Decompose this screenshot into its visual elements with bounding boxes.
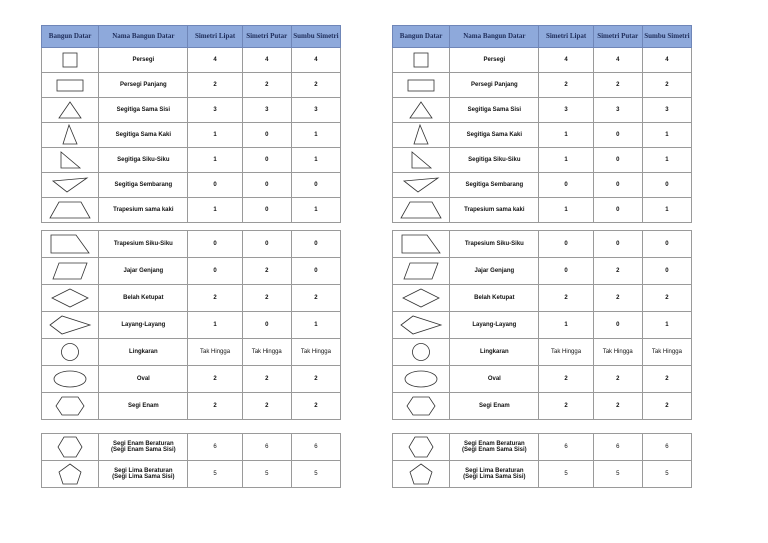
- sumbu-value: 0: [291, 231, 340, 258]
- shape-name: [99, 461, 188, 488]
- lipat-value: 0: [188, 258, 242, 285]
- shape-name: Persegi Panjang: [99, 73, 188, 98]
- header-putar: Simetri Putar: [593, 26, 642, 48]
- putar-value: 2: [242, 285, 291, 312]
- header-sumbu: Sumbu Simetri: [291, 26, 340, 48]
- rhombus-icon: [42, 285, 99, 312]
- shape-name: [99, 434, 188, 461]
- shape-name: [450, 461, 539, 488]
- regular-hexagon-icon: [393, 434, 450, 461]
- sumbu-value: 1: [642, 123, 691, 148]
- table-row: [393, 339, 692, 366]
- sumbu-value: 3: [642, 98, 691, 123]
- sumbu-value: 2: [291, 393, 340, 420]
- sumbu-value: 5: [642, 461, 691, 488]
- header-nama: Nama Bangun Datar: [450, 26, 539, 48]
- table-row: [42, 393, 341, 420]
- table-header-row: [42, 26, 341, 48]
- parallelogram-icon: [42, 258, 99, 285]
- lipat-value: 1: [539, 123, 593, 148]
- putar-value: 0: [242, 173, 291, 198]
- shape-name-line2: (Segi Lima Sama Sisi): [463, 474, 526, 480]
- sumbu-value: 2: [642, 393, 691, 420]
- table-row: [393, 461, 692, 488]
- sumbu-value: 2: [642, 366, 691, 393]
- scalene-triangle-icon: [393, 173, 450, 198]
- lipat-value: 5: [539, 461, 593, 488]
- isosceles-triangle-icon: [393, 123, 450, 148]
- shape-name: Oval: [99, 366, 188, 393]
- lipat-value: 1: [539, 148, 593, 173]
- right-triangle-icon: [42, 148, 99, 173]
- symmetry-table-left-part-2: [41, 230, 341, 420]
- table-header-row: [393, 26, 692, 48]
- shape-name: Segitiga Sama Sisi: [99, 98, 188, 123]
- table-row: [393, 73, 692, 98]
- putar-value: 0: [242, 198, 291, 223]
- symmetry-table-right-part-3: [392, 433, 692, 488]
- shape-name: Layang-Layang: [450, 312, 539, 339]
- table-row: [393, 123, 692, 148]
- table-row: [42, 173, 341, 198]
- table-row: [42, 366, 341, 393]
- shape-name: [450, 434, 539, 461]
- header-bangun: Bangun Datar: [42, 26, 99, 48]
- shape-name-line1: Segi Lima Beraturan: [465, 468, 524, 474]
- putar-value: 2: [593, 73, 642, 98]
- circle-icon: [42, 339, 99, 366]
- lipat-value: 0: [188, 231, 242, 258]
- sumbu-value: 1: [642, 198, 691, 223]
- shape-name: Persegi: [99, 48, 188, 73]
- putar-value: 0: [593, 123, 642, 148]
- shape-name: Lingkaran: [99, 339, 188, 366]
- sumbu-value: 0: [291, 173, 340, 198]
- shape-name: Trapesium Siku-Siku: [450, 231, 539, 258]
- sumbu-value: 2: [291, 285, 340, 312]
- lipat-value: 6: [539, 434, 593, 461]
- shape-name: Segitiga Sama Kaki: [99, 123, 188, 148]
- rhombus-icon: [393, 285, 450, 312]
- lipat-value: Tak Hingga: [539, 339, 593, 366]
- table-row: [393, 148, 692, 173]
- lipat-value: 5: [188, 461, 242, 488]
- putar-value: 5: [242, 461, 291, 488]
- header-putar: Simetri Putar: [242, 26, 291, 48]
- shape-name: Oval: [450, 366, 539, 393]
- sumbu-value: 2: [291, 73, 340, 98]
- sumbu-value: Tak Hingga: [642, 339, 691, 366]
- kite-icon: [42, 312, 99, 339]
- putar-value: 0: [593, 148, 642, 173]
- lipat-value: 3: [188, 98, 242, 123]
- table-row: [393, 285, 692, 312]
- symmetry-table-right-part-1: [392, 25, 692, 223]
- table-row: [42, 312, 341, 339]
- sumbu-value: 6: [291, 434, 340, 461]
- table-row: [393, 231, 692, 258]
- putar-value: 0: [242, 312, 291, 339]
- lipat-value: Tak Hingga: [188, 339, 242, 366]
- lipat-value: 2: [188, 73, 242, 98]
- kite-icon: [393, 312, 450, 339]
- sumbu-value: 3: [291, 98, 340, 123]
- sumbu-value: 1: [642, 312, 691, 339]
- right-trapezoid-icon: [393, 231, 450, 258]
- table-row: [42, 98, 341, 123]
- hexagon-icon: [393, 393, 450, 420]
- header-sumbu: Sumbu Simetri: [642, 26, 691, 48]
- putar-value: 3: [593, 98, 642, 123]
- shape-name: Persegi Panjang: [450, 73, 539, 98]
- regular-pentagon-icon: [393, 461, 450, 488]
- putar-value: 6: [593, 434, 642, 461]
- lipat-value: 2: [188, 366, 242, 393]
- shape-name: Segitiga Sama Kaki: [450, 123, 539, 148]
- shape-name-line2: (Segi Lima Sama Sisi): [112, 474, 175, 480]
- table-row: [42, 231, 341, 258]
- scalene-triangle-icon: [42, 173, 99, 198]
- shape-name-line2: (Segi Enam Sama Sisi): [461, 447, 527, 453]
- isosceles-trapezoid-icon: [42, 198, 99, 223]
- putar-value: 5: [593, 461, 642, 488]
- putar-value: 2: [242, 258, 291, 285]
- lipat-value: 2: [188, 393, 242, 420]
- putar-value: Tak Hingga: [593, 339, 642, 366]
- putar-value: 0: [593, 231, 642, 258]
- shape-name: Segi Enam: [450, 393, 539, 420]
- lipat-value: 1: [539, 198, 593, 223]
- putar-value: 2: [242, 73, 291, 98]
- sumbu-value: 0: [642, 258, 691, 285]
- sumbu-value: 2: [291, 366, 340, 393]
- sumbu-value: 4: [642, 48, 691, 73]
- shape-name: Segitiga Sama Sisi: [450, 98, 539, 123]
- table-row: [42, 148, 341, 173]
- lipat-value: 0: [539, 258, 593, 285]
- putar-value: 3: [242, 98, 291, 123]
- putar-value: 0: [242, 148, 291, 173]
- lipat-value: 3: [539, 98, 593, 123]
- shape-name: Jajar Genjang: [450, 258, 539, 285]
- lipat-value: 2: [539, 73, 593, 98]
- circle-icon: [393, 339, 450, 366]
- lipat-value: 0: [188, 173, 242, 198]
- symmetry-table-right-part-2: [392, 230, 692, 420]
- sumbu-value: 1: [291, 123, 340, 148]
- putar-value: 2: [593, 285, 642, 312]
- lipat-value: 6: [188, 434, 242, 461]
- shape-name: Trapesium sama kaki: [450, 198, 539, 223]
- square-icon: [393, 48, 450, 73]
- lipat-value: 4: [188, 48, 242, 73]
- shape-name-line1: Segi Lima Beraturan: [114, 468, 173, 474]
- table-row: [393, 366, 692, 393]
- putar-value: 0: [593, 173, 642, 198]
- sumbu-value: 0: [642, 231, 691, 258]
- shape-name: Segitiga Siku-Siku: [450, 148, 539, 173]
- table-row: [42, 48, 341, 73]
- isosceles-trapezoid-icon: [393, 198, 450, 223]
- lipat-value: 4: [539, 48, 593, 73]
- putar-value: 0: [242, 231, 291, 258]
- lipat-value: 1: [188, 312, 242, 339]
- putar-value: 4: [593, 48, 642, 73]
- lipat-value: 2: [539, 285, 593, 312]
- header-bangun: Bangun Datar: [393, 26, 450, 48]
- putar-value: 2: [242, 366, 291, 393]
- symmetry-table-left-part-1: [41, 25, 341, 223]
- rectangle-icon: [42, 73, 99, 98]
- table-row: [393, 258, 692, 285]
- lipat-value: 1: [188, 198, 242, 223]
- putar-value: 0: [593, 312, 642, 339]
- shape-name: Persegi: [450, 48, 539, 73]
- table-row: [42, 434, 341, 461]
- oval-icon: [42, 366, 99, 393]
- hexagon-icon: [42, 393, 99, 420]
- table-row: [42, 73, 341, 98]
- sumbu-value: 2: [642, 285, 691, 312]
- header-lipat: Simetri Lipat: [188, 26, 242, 48]
- equilateral-triangle-icon: [42, 98, 99, 123]
- sumbu-value: 4: [291, 48, 340, 73]
- sumbu-value: 6: [642, 434, 691, 461]
- shape-name: Layang-Layang: [99, 312, 188, 339]
- right-triangle-icon: [393, 148, 450, 173]
- shape-name: Lingkaran: [450, 339, 539, 366]
- lipat-value: 1: [188, 123, 242, 148]
- regular-hexagon-icon: [42, 434, 99, 461]
- lipat-value: 0: [539, 173, 593, 198]
- lipat-value: 2: [539, 366, 593, 393]
- shape-name: Belah Ketupat: [99, 285, 188, 312]
- table-row: [42, 461, 341, 488]
- sumbu-value: 0: [642, 173, 691, 198]
- sumbu-value: 1: [291, 148, 340, 173]
- table-row: [42, 198, 341, 223]
- equilateral-triangle-icon: [393, 98, 450, 123]
- shape-name-line1: Segi Enam Beraturan: [463, 441, 525, 447]
- sumbu-value: 1: [291, 198, 340, 223]
- sumbu-value: 2: [642, 73, 691, 98]
- shape-name-line2: (Segi Enam Sama Sisi): [110, 447, 176, 453]
- table-row: [393, 173, 692, 198]
- lipat-value: 1: [539, 312, 593, 339]
- lipat-value: 2: [188, 285, 242, 312]
- shape-name: Trapesium sama kaki: [99, 198, 188, 223]
- rectangle-icon: [393, 73, 450, 98]
- square-icon: [42, 48, 99, 73]
- putar-value: 2: [242, 393, 291, 420]
- table-row: [393, 98, 692, 123]
- shape-name: Segitiga Sembarang: [99, 173, 188, 198]
- shape-name: Trapesium Siku-Siku: [99, 231, 188, 258]
- table-row: [393, 434, 692, 461]
- sumbu-value: 5: [291, 461, 340, 488]
- putar-value: 4: [242, 48, 291, 73]
- putar-value: 2: [593, 366, 642, 393]
- symmetry-table-left-part-3: [41, 433, 341, 488]
- putar-value: 0: [242, 123, 291, 148]
- shape-name: Jajar Genjang: [99, 258, 188, 285]
- table-row: [42, 285, 341, 312]
- putar-value: 0: [593, 198, 642, 223]
- lipat-value: 0: [539, 231, 593, 258]
- putar-value: 2: [593, 393, 642, 420]
- sumbu-value: 1: [642, 148, 691, 173]
- isosceles-triangle-icon: [42, 123, 99, 148]
- shape-name: Segitiga Sembarang: [450, 173, 539, 198]
- table-row: [393, 48, 692, 73]
- putar-value: 6: [242, 434, 291, 461]
- oval-icon: [393, 366, 450, 393]
- table-row: [393, 198, 692, 223]
- shape-name: Belah Ketupat: [450, 285, 539, 312]
- table-row: [393, 393, 692, 420]
- sumbu-value: Tak Hingga: [291, 339, 340, 366]
- sumbu-value: 1: [291, 312, 340, 339]
- regular-pentagon-icon: [42, 461, 99, 488]
- header-nama: Nama Bangun Datar: [99, 26, 188, 48]
- parallelogram-icon: [393, 258, 450, 285]
- table-row: [393, 312, 692, 339]
- shape-name: Segitiga Siku-Siku: [99, 148, 188, 173]
- right-trapezoid-icon: [42, 231, 99, 258]
- table-row: [42, 339, 341, 366]
- lipat-value: 1: [188, 148, 242, 173]
- table-row: [42, 123, 341, 148]
- table-row: [42, 258, 341, 285]
- putar-value: Tak Hingga: [242, 339, 291, 366]
- sumbu-value: 0: [291, 258, 340, 285]
- putar-value: 2: [593, 258, 642, 285]
- header-lipat: Simetri Lipat: [539, 26, 593, 48]
- shape-name-line1: Segi Enam Beraturan: [112, 441, 174, 447]
- shape-name: Segi Enam: [99, 393, 188, 420]
- lipat-value: 2: [539, 393, 593, 420]
